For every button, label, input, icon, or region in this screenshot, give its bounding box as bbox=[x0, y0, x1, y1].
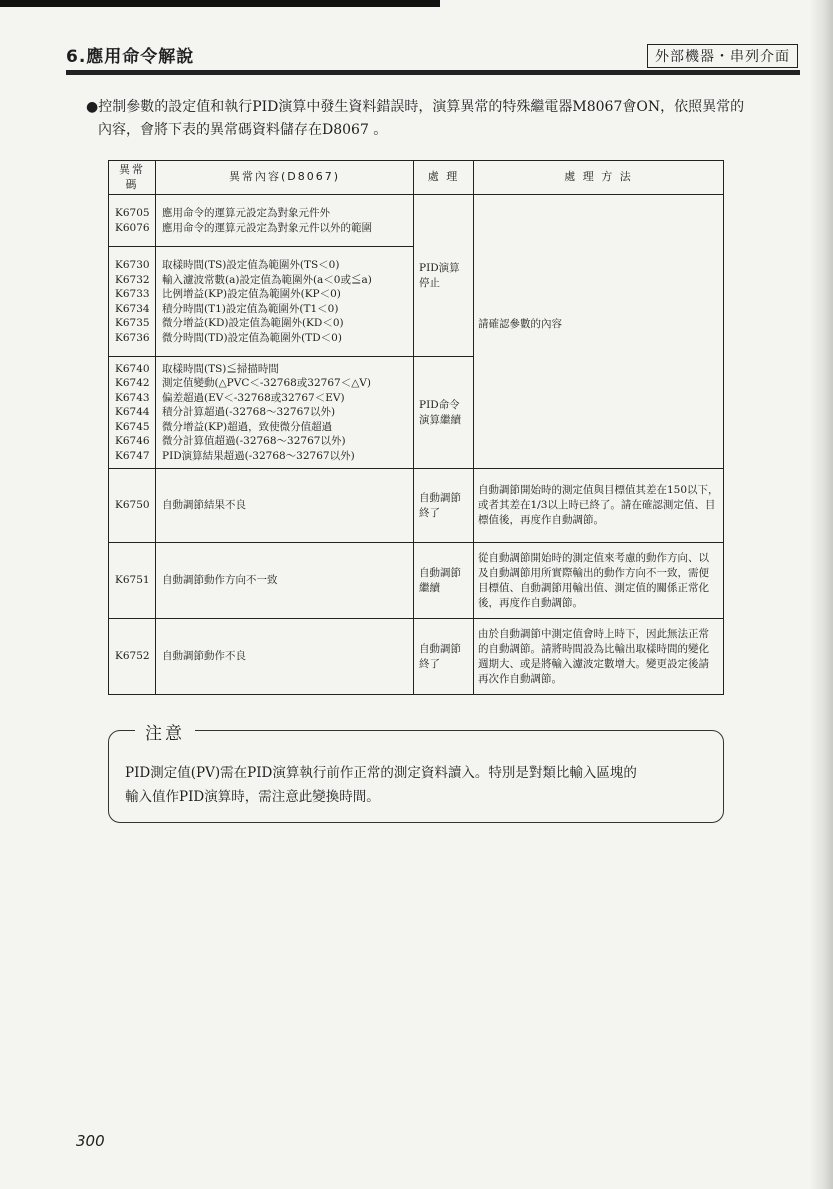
table-row bbox=[109, 543, 724, 619]
header-code: 異常碼 bbox=[109, 161, 156, 195]
intro-line-2: 內容，會將下表的異常碼資料儲存在D8067 。 bbox=[98, 122, 388, 138]
process-continue-cell bbox=[414, 357, 474, 469]
error-content: 取樣時間(TS)設定值為範圍外(TS＜0) bbox=[162, 259, 340, 271]
header-rule bbox=[66, 70, 800, 75]
intro-paragraph bbox=[86, 96, 786, 142]
error-code-table bbox=[108, 160, 724, 695]
content-cell bbox=[156, 247, 414, 357]
error-code: K6735 bbox=[115, 317, 150, 329]
error-content: PID演算結果超過(-32768～32767以外) bbox=[162, 449, 355, 462]
table-row bbox=[109, 619, 724, 695]
error-content: 積分計算超過(-32768～32767以外) bbox=[162, 406, 336, 419]
process-text: 自動調節 bbox=[419, 492, 461, 504]
table-row bbox=[109, 195, 724, 247]
note-line-2: 輸入值作PID演算時，需注意此變換時間。 bbox=[125, 789, 380, 805]
error-code: K6752 bbox=[109, 619, 156, 695]
error-code: K6705 bbox=[115, 207, 150, 219]
header-process: 處 理 bbox=[414, 161, 474, 195]
error-content: 微分時間(TD)設定值為範圍外(TD＜0) bbox=[162, 331, 342, 344]
error-content: 積分時間(T1)設定值為範圍外(T1＜0) bbox=[162, 302, 339, 315]
method-confirm-cell bbox=[474, 195, 724, 469]
error-content: 比例增益(KP)設定值為範圍外(KP＜0) bbox=[162, 288, 341, 300]
error-content: 取樣時間(TS)≦掃描時間 bbox=[162, 362, 279, 375]
note-body bbox=[125, 761, 715, 809]
codes-cell bbox=[109, 195, 156, 247]
process-cell bbox=[414, 543, 474, 619]
header-content: 異常內容(D8067) bbox=[156, 161, 414, 195]
chapter-title: 6.應用命令解說 bbox=[66, 47, 195, 67]
error-content: 測定值變動(△PVC＜-32768或32767＜△V) bbox=[162, 377, 371, 390]
page-header bbox=[66, 42, 798, 70]
codes-cell bbox=[109, 357, 156, 469]
table-row bbox=[109, 469, 724, 543]
error-code: K6740 bbox=[115, 362, 150, 375]
error-content: 偏差超過(EV＜-32768或32767＜EV) bbox=[162, 391, 345, 404]
error-content: 自動調節結果不良 bbox=[156, 469, 414, 543]
process-cell bbox=[414, 469, 474, 543]
content-cell bbox=[156, 195, 414, 247]
error-content: 應用命令的運算元設定為對象元件外 bbox=[162, 207, 330, 219]
chapter-tag: 外部機器・串列介面 bbox=[647, 44, 798, 68]
bullet-icon: ● bbox=[86, 99, 99, 115]
process-text: 停止 bbox=[419, 276, 440, 289]
process-text: 自動調節 bbox=[419, 643, 461, 655]
error-content: 應用命令的運算元設定為對象元件以外的範圍 bbox=[162, 221, 372, 234]
page-edge-shadow bbox=[809, 0, 833, 1189]
intro-line-1: 控制參數的設定值和執行PID演算中發生資料錯誤時，演算異常的特殊繼電器M8067會ON，依照異常的 bbox=[98, 99, 745, 115]
error-code: K6751 bbox=[109, 543, 156, 619]
error-content: 輸入濾波常數(a)設定值為範圍外(a＜0或≦a) bbox=[162, 273, 372, 286]
error-code: K6747 bbox=[115, 449, 150, 462]
top-edge-bar bbox=[0, 0, 440, 7]
page-number: 300 bbox=[76, 1132, 105, 1150]
process-cell bbox=[414, 619, 474, 695]
header-method: 處 理 方 法 bbox=[474, 161, 724, 195]
process-text: 演算繼續 bbox=[419, 413, 461, 426]
method-text: 由於自動調節中測定值會時上時下，因此無法正常的自動調節。請將時間設為比輸出取樣時間的變化週期大、或是將輸入濾波定數增大。變更設定後請再次作自動調節。 bbox=[474, 619, 724, 695]
error-code: K6734 bbox=[115, 302, 150, 315]
note-title: 注意 bbox=[135, 719, 195, 744]
error-code: K6076 bbox=[115, 221, 150, 234]
method-text: 請確認參數的內容 bbox=[478, 317, 562, 330]
process-stop-cell bbox=[414, 195, 474, 357]
error-code: K6750 bbox=[109, 469, 156, 543]
note-box bbox=[108, 724, 724, 823]
note-line-1: PID測定值(PV)需在PID演算執行前作正常的測定資料讀入。特別是對類比輸入區塊的 bbox=[125, 765, 637, 781]
error-code: K6745 bbox=[115, 420, 150, 433]
error-content: 自動調節動作不良 bbox=[156, 619, 414, 695]
error-code: K6736 bbox=[115, 331, 150, 344]
error-content: 微分計算值超過(-32768～32767以外) bbox=[162, 435, 346, 448]
error-code: K6746 bbox=[115, 435, 150, 448]
error-code: K6743 bbox=[115, 391, 150, 404]
error-code: K6744 bbox=[115, 406, 150, 419]
process-text: 終了 bbox=[419, 506, 440, 519]
content-cell bbox=[156, 357, 414, 469]
error-code: K6732 bbox=[115, 273, 150, 286]
process-text: 繼續 bbox=[419, 581, 440, 594]
codes-cell bbox=[109, 247, 156, 357]
process-text: 自動調節 bbox=[419, 567, 461, 579]
error-code: K6730 bbox=[115, 259, 150, 271]
error-content: 微分增益(KD)設定值為範圍外(KD＜0) bbox=[162, 317, 344, 329]
error-code: K6742 bbox=[115, 377, 150, 390]
error-content: 自動調節動作方向不一致 bbox=[156, 543, 414, 619]
process-text: PID命令 bbox=[419, 399, 460, 411]
table-header-row bbox=[109, 161, 724, 195]
method-text: 從自動調節開始時的測定值來考慮的動作方向、以及自動調節用所實際輸出的動作方向不一致，需便目標值、自動調節用輸出值、測定值的關係正常化後，再度作自動調節。 bbox=[474, 543, 724, 619]
method-text: 自動調節開始時的測定值與目標值其差在150以下，或者其差在1/3以上時已終了。請在確認測定值、目標值後，再度作自動調節。 bbox=[474, 469, 724, 543]
process-text: PID演算 bbox=[419, 262, 460, 274]
process-text: 終了 bbox=[419, 657, 440, 670]
error-code: K6733 bbox=[115, 288, 150, 300]
error-content: 微分增益(KP)超過，致使微分值超過 bbox=[162, 420, 333, 433]
